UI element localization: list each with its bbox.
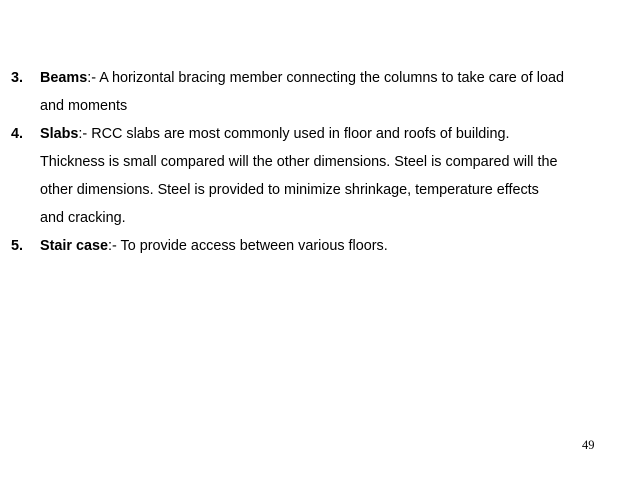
- item-line: other dimensions. Steel is provided to minimize shrinkage, temperature effects: [40, 182, 539, 198]
- item-line: and moments: [40, 98, 128, 114]
- item-term: Stair case: [40, 238, 109, 254]
- item-term: Slabs: [40, 126, 79, 142]
- item-number: 3.: [11, 70, 24, 86]
- item-line: [40, 232, 631, 260]
- item-line: [40, 64, 631, 92]
- item-line: [40, 120, 631, 148]
- item-text: :- To provide access between various floors.: [108, 238, 388, 254]
- item-line: Thickness is small compared will the other dimensions. Steel is compared will the: [40, 154, 558, 170]
- page-number: 49: [582, 438, 595, 452]
- item-text: :- RCC slabs are most commonly used in floor and roofs of building.: [78, 126, 510, 142]
- item-term: Beams: [40, 70, 88, 86]
- item-number: 5.: [11, 238, 24, 254]
- list-item-stair-case: [11, 232, 631, 260]
- list-item-slabs: [11, 120, 631, 232]
- definition-list: [11, 64, 631, 260]
- item-text: :- A horizontal bracing member connecting the columns to take care of load: [87, 70, 564, 86]
- item-number: 4.: [11, 126, 24, 142]
- item-line: and cracking.: [40, 210, 126, 226]
- list-item-beams: [11, 64, 631, 120]
